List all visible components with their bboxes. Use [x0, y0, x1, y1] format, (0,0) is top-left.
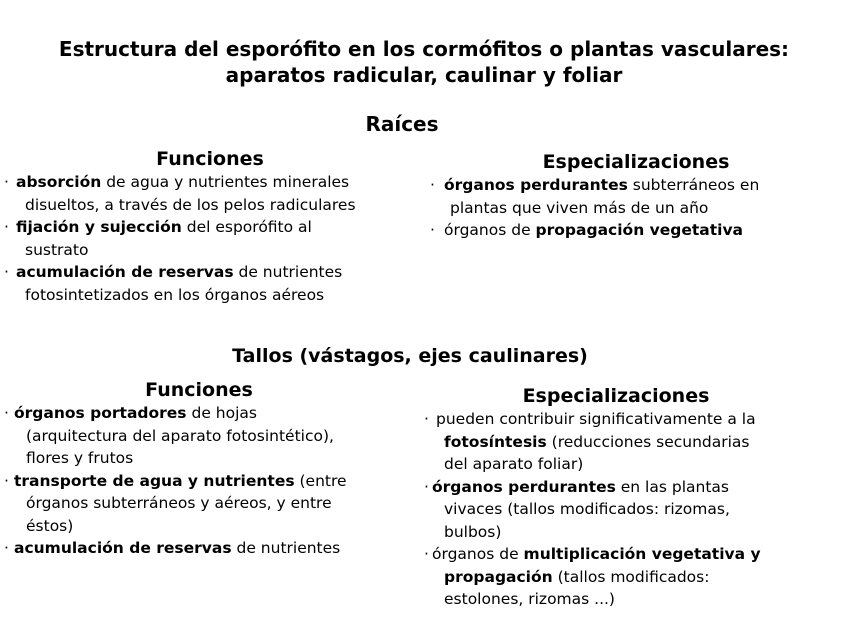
bullet: · — [4, 471, 9, 490]
item-continuation: éstos) — [26, 516, 74, 535]
item-text: de hojas — [186, 404, 257, 422]
stems-specializations-heading: Especializaciones — [522, 385, 710, 407]
list-item — [424, 543, 834, 611]
bullet: · — [424, 477, 429, 496]
item-bold: órganos perdurantes — [432, 477, 616, 496]
item-continuation: vivaces (tallos modificados: rizomas, — [444, 500, 730, 518]
list-item — [4, 537, 414, 560]
page-title — [0, 36, 848, 88]
list-item — [4, 216, 409, 261]
bullet: · — [430, 221, 435, 239]
item-bold: propagación — [444, 567, 553, 586]
item-continuation: estolones, rizomas ...) — [444, 590, 615, 608]
stems-functions-heading: Funciones — [145, 379, 253, 401]
roots-functions-list — [4, 171, 409, 306]
item-bold: fijación y sujección — [16, 218, 182, 236]
item-text: en las plantas — [615, 477, 729, 496]
roots-specializations-list — [426, 174, 826, 242]
bullet: · — [4, 539, 9, 557]
item-bold: órganos portadores — [14, 404, 187, 422]
item-continuation: flores y frutos — [26, 449, 134, 467]
item-text: (entre — [294, 471, 347, 490]
item-continuation: fotosintetizados en los órganos aéreos — [25, 285, 325, 304]
title-line-2: aparatos radicular, caulinar y foliar — [225, 63, 623, 87]
title-line-1: Estructura del esporófito en los cormófitos o plantas vasculares: — [58, 37, 790, 61]
list-item — [424, 476, 834, 544]
item-continuation: bulbos) — [444, 522, 502, 541]
bullet: · — [424, 545, 429, 563]
item-continuation: plantas que viven más de un año — [450, 198, 709, 217]
section-heading-roots: Raíces — [365, 112, 439, 136]
item-continuation: disueltos, a través de los pelos radiculares — [25, 195, 356, 214]
item-bold: órganos perdurantes — [444, 176, 628, 194]
item-text: del esporófito al — [181, 218, 312, 236]
item-text: de agua y nutrientes minerales — [101, 173, 350, 191]
item-bold: transporte de agua y nutrientes — [14, 471, 295, 490]
item-text: órganos de — [432, 545, 524, 563]
item-text: (reducciones secundarias — [546, 432, 750, 451]
list-item — [4, 402, 414, 470]
roots-specializations-heading: Especializaciones — [542, 151, 730, 173]
stems-specializations-list — [424, 408, 834, 611]
section-heading-stems: Tallos (vástagos, ejes caulinares) — [232, 345, 588, 367]
item-text: de nutrientes — [233, 263, 343, 281]
item-continuation: del aparato foliar) — [444, 455, 584, 473]
item-text: de nutrientes — [231, 539, 341, 557]
item-continuation: (arquitectura del aparato fotosintético), — [26, 426, 334, 445]
item-bold: multiplicación vegetativa y — [523, 545, 761, 563]
item-bold: absorción — [16, 173, 102, 191]
list-item — [4, 171, 409, 216]
list-item — [426, 174, 826, 219]
list-item — [4, 470, 414, 538]
item-text: (tallos modificados: — [552, 567, 710, 586]
list-item — [426, 219, 826, 242]
item-bold: acumulación de reservas — [16, 263, 234, 281]
bullet: · — [4, 173, 9, 191]
item-text: subterráneos en — [627, 176, 760, 194]
item-text: órganos de — [444, 221, 536, 239]
item-bold: acumulación de reservas — [14, 539, 232, 557]
bullet: · — [424, 410, 429, 428]
bullet: · — [4, 263, 9, 281]
item-continuation: órganos subterráneos y aéreos, y entre — [26, 494, 332, 512]
list-item — [424, 408, 834, 476]
item-bold: fotosíntesis — [444, 432, 547, 451]
item-continuation: sustrato — [25, 240, 89, 259]
list-item — [4, 261, 409, 306]
item-bold: propagación vegetativa — [535, 221, 744, 239]
roots-functions-heading: Funciones — [156, 148, 264, 170]
bullet: · — [430, 176, 435, 194]
stems-functions-list — [4, 402, 414, 560]
item-text: pueden contribuir significativamente a la — [436, 410, 756, 428]
bullet: · — [4, 218, 9, 236]
bullet: · — [4, 404, 9, 422]
